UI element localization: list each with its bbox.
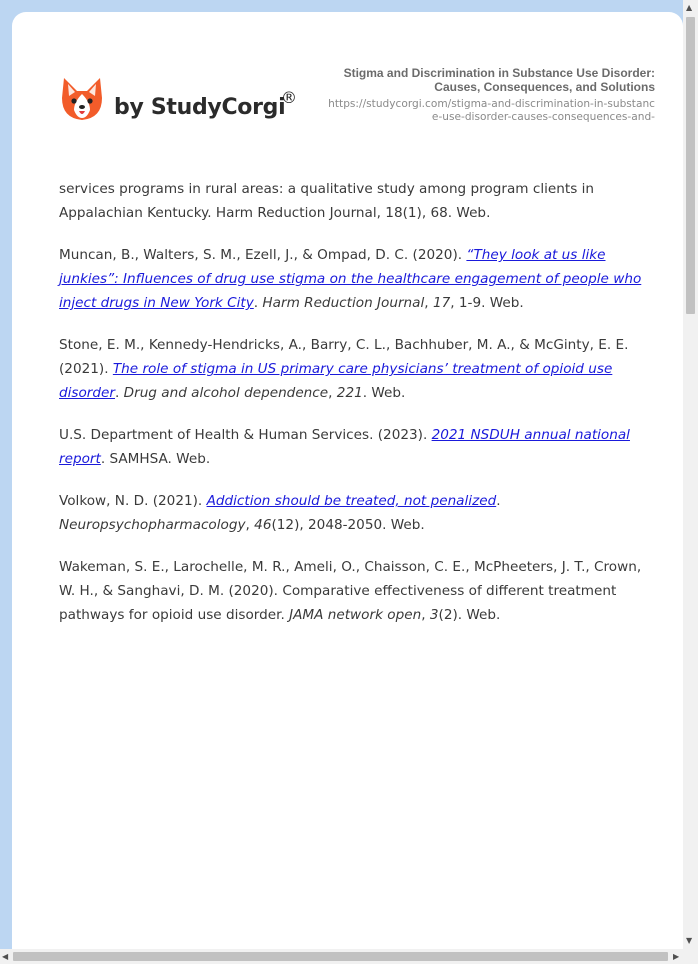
registered-mark: ® xyxy=(281,88,297,107)
brand-name: by StudyCorgi xyxy=(114,95,286,120)
vertical-scroll-thumb[interactable] xyxy=(686,17,695,314)
document-title: Stigma and Discrimination in Substance Use Disorder: Causes, Consequences, and Solutions xyxy=(343,66,655,94)
reference-volume: 46 xyxy=(254,517,272,533)
reference-authors: Stone, E. M., Kennedy-Hendricks, A., Barry, C. L., Bachhuber, M. A., & McGinty, E. E. (2021). xyxy=(59,337,629,377)
reference-authors: U.S. Department of Health & Human Services. (2023). xyxy=(59,427,432,443)
reference-authors: Volkow, N. D. (2021). xyxy=(59,493,207,509)
reference-authors: Wakeman, S. E., Larochelle, M. R., Ameli, O., Chaisson, C. E., McPheeters, J. T., Crown, W. H., & Sanghavi, D. M. (2020). Comparative effectiveness of different treatment pathways for opioid use disorder. xyxy=(59,559,642,623)
reference-volume: 17 xyxy=(432,295,451,311)
reference-journal: Drug and alcohol dependence xyxy=(123,385,329,401)
reference-item: Volkow, N. D. (2021). Addiction should be treated, not penalized. Neuropsychopharmacology, 46(12), 2048-2050. Web. xyxy=(59,493,501,533)
reference-journal: Harm Reduction Journal xyxy=(262,295,425,311)
references-list xyxy=(59,177,659,645)
reference-item: Wakeman, S. E., Larochelle, M. R., Ameli, O., Chaisson, C. E., McPheeters, J. T., Crown, W. H., & Sanghavi, D. M. (2020). Comparative effectiveness of different treatment pathways for opioid use disorder. JAMA network open, 3(2). Web. xyxy=(59,559,642,623)
document-page xyxy=(12,12,683,950)
vertical-scrollbar[interactable] xyxy=(683,0,698,949)
reference-link[interactable]: 2021 NSDUH annual national report xyxy=(59,427,630,467)
document-header xyxy=(325,66,655,124)
reference-item xyxy=(59,177,659,225)
scroll-left-arrow-icon[interactable]: ◀ xyxy=(2,952,9,961)
horizontal-scroll-thumb[interactable] xyxy=(13,952,668,961)
reference-volume: 3 xyxy=(429,607,439,623)
reference-volume: 221 xyxy=(336,385,363,401)
reference-link[interactable]: The role of stigma in US primary care physicians’ treatment of opioid use disorder xyxy=(59,361,613,401)
reference-item: Muncan, B., Walters, S. M., Ezell, J., & Ompad, D. C. (2020). “They look at us like junkies”: Influences of drug use stigma on the healthcare engagement of people who inject drugs in New York City. Harm Reduction Journal, 17, 1-9. Web. xyxy=(59,247,642,311)
reference-journal: Neuropsychopharmacology xyxy=(59,517,246,533)
reference-journal: JAMA network open xyxy=(289,607,422,623)
reference-link[interactable]: Addiction should be treated, not penalized xyxy=(206,493,497,509)
reference-authors: Muncan, B., Walters, S. M., Ezell, J., & Ompad, D. C. (2020). xyxy=(59,247,467,263)
scroll-up-arrow-icon[interactable]: ▲ xyxy=(686,3,693,12)
reference-item: U.S. Department of Health & Human Services. (2023). 2021 NSDUH annual national report. SAMHSA. Web. xyxy=(59,427,630,467)
scroll-down-arrow-icon[interactable]: ▼ xyxy=(686,936,693,945)
document-url[interactable]: https://studycorgi.com/stigma-and-discrimination-in-substance-use-disorder-causes-consequences-and- xyxy=(328,98,655,123)
reference-link[interactable]: “They look at us like junkies”: Influences of drug use stigma on the healthcare engagement of people who inject drugs in New York City xyxy=(59,247,642,311)
reference-item: Stone, E. M., Kennedy-Hendricks, A., Barry, C. L., Bachhuber, M. A., & McGinty, E. E. (2021). The role of stigma in US primary care physicians’ treatment of opioid use disorder. Drug and alcohol dependence, 221. Web. xyxy=(59,337,629,401)
corgi-logo-icon xyxy=(60,76,104,122)
reference-text: services programs in rural areas: a qualitative study among program clients in Appalachian Kentucky. Harm Reduction Journal, 18(1), 68. Web. xyxy=(59,181,594,221)
horizontal-scrollbar[interactable] xyxy=(0,949,698,964)
scroll-right-arrow-icon[interactable]: ▶ xyxy=(673,952,680,961)
